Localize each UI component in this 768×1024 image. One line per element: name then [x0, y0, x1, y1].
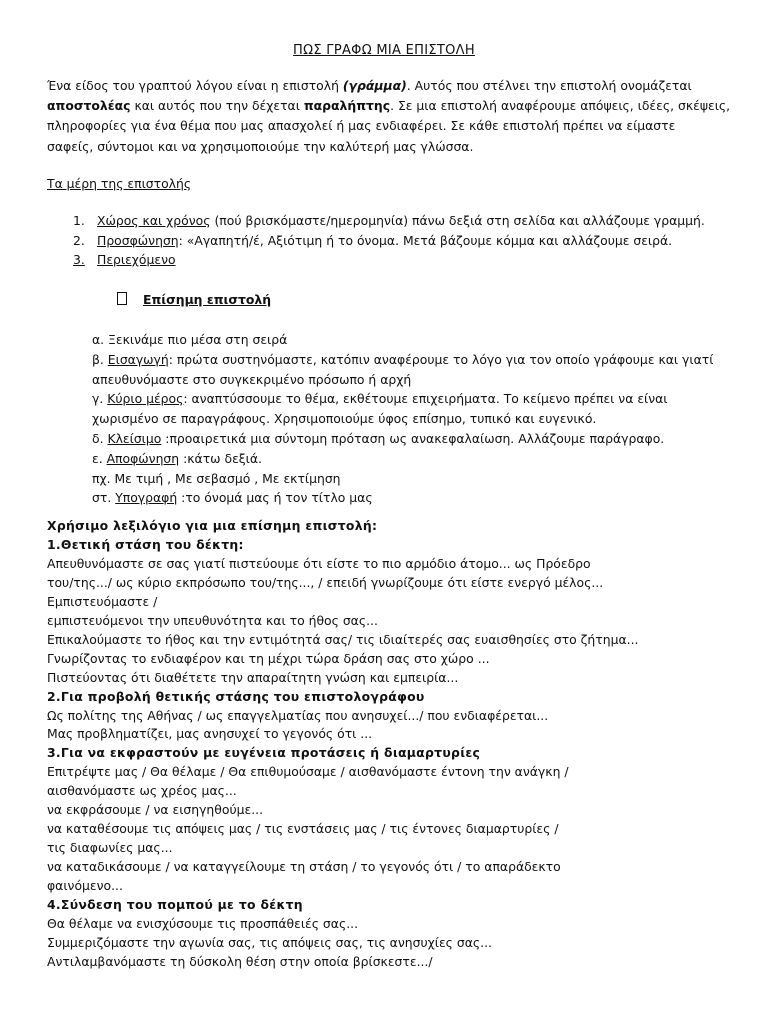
vocab-line: Εμπιστευόμαστε /	[47, 593, 158, 609]
formal-heading-text: Επίσημη επιστολή	[143, 292, 272, 307]
step-line	[92, 429, 742, 449]
vocab-line: φαινόμενο...	[47, 878, 123, 894]
vocab-line: Μας προβληματίζει, μας ανησυχεί το γεγονός ότι ...	[47, 726, 373, 742]
vocab-line: να καταθέσουμε τις απόψεις μας / τις ενστάσεις μας / τις έντονες διαμαρτυρίες /	[47, 821, 559, 837]
intro-line: σαφείς, σύντομοι και να χρησιμοποιούμε την καλύτερή μας γλώσσα.	[47, 138, 474, 154]
vocabulary-section	[47, 517, 747, 972]
step-line: πχ. Με τιμή , Με σεβασμό , Με εκτίμηση	[92, 470, 341, 486]
vocab-line: Συμμεριζόμαστε την αγωνία σας, τις απόψεις σας, τις ανησυχίες σας...	[47, 934, 492, 950]
vocab-line: να καταδικάσουμε / να καταγγείλουμε τη στάση / το γεγονός ότι / το απαράδεκτο	[47, 859, 561, 875]
list-item	[73, 231, 705, 251]
step-line: απευθυνόμαστε στο συγκεκριμένο πρόσωπο ή αρχή	[92, 371, 412, 387]
step-text: :το όνομά μας ή τον τίτλο μας	[177, 490, 373, 506]
vocab-line: εμπιστευόμενοι την υπευθυνότητα και το ήθος σας...	[47, 612, 378, 628]
step-text: :κάτω δεξιά.	[179, 450, 262, 466]
intro-paragraph	[47, 76, 737, 157]
step-label: ε.	[92, 450, 107, 466]
intro-emphasis: (γράμμα)	[342, 78, 407, 93]
term-sender: αποστολέας	[47, 98, 131, 114]
vocab-line: να εκφράσουμε / να εισηγηθούμε...	[47, 802, 264, 818]
intro-text: Ένα είδος του γραπτού λόγου είναι η επιστολή	[47, 78, 343, 93]
bullet-box-icon	[117, 292, 127, 305]
vocab-line: Αντιλαμβανόμαστε τη δύσκολη θέση στην οποία βρίσκεστε.../	[47, 953, 433, 969]
intro-text: . Σε μια επιστολή αναφέρουμε απόψεις, ιδέες, σκέψεις,	[390, 98, 731, 114]
step-term: Εισαγωγή	[107, 351, 169, 367]
step-line: α. Ξεκινάμε πιο μέσα στη σειρά	[92, 332, 288, 347]
formal-letter-heading	[117, 292, 271, 307]
step-text: :προαιρετικά μια σύντομη πρόταση ως ανακεφαλαίωση. Αλλάζουμε παράγραφο.	[161, 430, 665, 446]
item-term: Χώρος και χρόνος	[97, 213, 211, 228]
term-recipient: παραλήπτης	[303, 98, 391, 114]
section-heading: 1.Θετική στάση του δέκτη:	[47, 536, 244, 552]
vocab-line: αισθανόμαστε ως χρέος μας...	[47, 783, 237, 799]
step-term: Κύριο μέρος	[107, 391, 184, 407]
section-heading: 4.Σύνδεση του πομπού με το δέκτη	[47, 897, 303, 913]
section-heading: 3.Για να εκφραστούν με ευγένεια προτάσεις ή διαμαρτυρίες	[47, 745, 481, 761]
parts-heading: Τα μέρη της επιστολής	[47, 176, 192, 191]
item-number: 1.	[73, 213, 85, 228]
item-text: : «Αγαπητή/έ, Αξιότιμη ή το όνομα. Μετά βάζουμε κόμμα και αλλάζουμε σειρά.	[178, 232, 673, 248]
list-item	[73, 250, 705, 270]
vocab-line: Πιστεύοντας ότι διαθέτετε την απαραίτητη γνώση και εμπειρία...	[47, 669, 459, 685]
step-label: β.	[92, 351, 108, 367]
item-text: (πού βρισκόμαστε/ημερομηνία) πάνω δεξιά στη σελίδα και αλλάζουμε γραμμή.	[210, 213, 705, 228]
intro-text: . Αυτός που στέλνει την επιστολή ονομάζεται	[406, 78, 692, 93]
step-term: Αποφώνηση	[106, 450, 180, 466]
step-line	[92, 488, 742, 508]
item-number: 2.	[73, 232, 85, 248]
vocab-line: Γνωρίζοντας το ενδιαφέρον και τη μέχρι τώρα δράση σας στο χώρο ...	[47, 650, 490, 666]
step-term: Κλείσιμο	[107, 430, 162, 446]
item-term: Προσφώνηση	[97, 232, 179, 248]
vocabulary-heading: Χρήσιμο λεξιλόγιο για μια επίσημη επιστολή:	[47, 518, 378, 533]
item-term: Περιεχόμενο	[97, 252, 176, 267]
document-title: ΠΩΣ ΓΡΑΦΩ ΜΙΑ ΕΠΙΣΤΟΛΗ	[293, 43, 475, 58]
section-heading: 2.Για προβολή θετικής στάσης του επιστολογράφου	[47, 688, 425, 704]
step-line	[92, 389, 742, 409]
step-line: χωρισμένο σε παραγράφους. Χρησιμοποιούμε ύφος επίσημο, τυπικό και ευγενικό.	[92, 411, 597, 427]
parts-list	[73, 211, 705, 270]
step-line	[92, 350, 742, 370]
vocab-line: Επικαλούμαστε το ήθος και την εντιμότητά σας/ τις ιδιαίτερές σας ευαισθησίες στο ζήτημα...	[47, 631, 639, 647]
intro-line	[47, 76, 737, 96]
vocab-line: Θα θέλαμε να ενισχύσουμε τις προσπάθειές σας...	[47, 916, 359, 932]
step-label: δ.	[92, 430, 108, 446]
list-item	[73, 211, 705, 231]
item-number: 3.	[73, 252, 85, 267]
formal-steps	[92, 330, 742, 508]
vocab-line: Ως πολίτης της Αθήνας / ως επαγγελματίας που ανησυχεί.../ που ενδιαφέρεται...	[47, 707, 549, 723]
vocab-line: Επιτρέψτε μας / Θα θέλαμε / Θα επιθυμούσαμε / αισθανόμαστε έντονη την ανάγκη /	[47, 764, 569, 780]
step-label: γ.	[92, 391, 108, 407]
vocab-line: Απευθυνόμαστε σε σας γιατί πιστεύουμε ότι είστε το πιο αρμόδιο άτομο... ως Πρόεδρο	[47, 555, 591, 571]
step-label: στ.	[92, 490, 116, 506]
intro-line: πληροφορίες για ένα θέμα που μας απασχολεί ή μας ενδιαφέρει. Σε κάθε επιστολή πρέπει να είμαστε	[47, 118, 676, 134]
intro-text: και αυτός που την δέχεται	[130, 98, 304, 114]
step-line	[92, 449, 742, 469]
vocab-line: τις διαφωνίες μας...	[47, 840, 173, 856]
step-text: : πρώτα συστηνόμαστε, κατόπιν αναφέρουμε το λόγο για τον οποίο γράφουμε και γιατί	[168, 351, 714, 367]
vocab-line: του/της.../ ως κύριο εκπρόσωπο του/της..., / επειδή γνωρίζουμε ότι είστε ενεργό μέλος...	[47, 574, 604, 590]
step-term: Υπογραφή	[115, 490, 178, 506]
step-text: : αναπτύσσουμε το θέμα, εκθέτουμε επιχειρήματα. Το κείμενο πρέπει να είναι	[183, 391, 668, 407]
intro-line	[47, 96, 737, 116]
